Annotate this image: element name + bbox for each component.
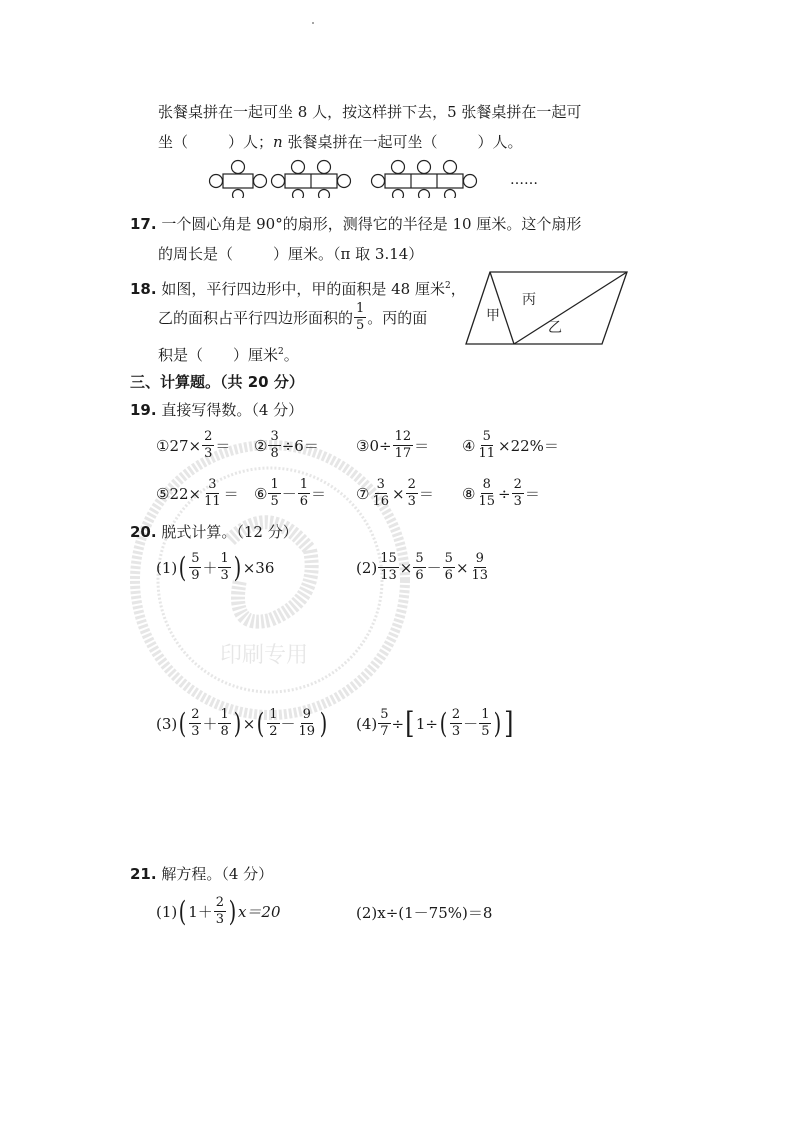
numerator: 9	[475, 551, 484, 566]
fraction	[413, 552, 425, 583]
denominator: 16	[372, 494, 389, 509]
denominator: 5	[356, 318, 365, 333]
denominator: 3	[220, 568, 229, 583]
expr-text: ＝	[223, 485, 239, 503]
q18-sup: 2	[278, 347, 284, 357]
numerator: 3	[270, 429, 279, 444]
label-jia: 甲	[486, 308, 500, 324]
fraction	[298, 478, 310, 509]
q16-var-n: n	[273, 133, 283, 151]
fraction	[268, 430, 280, 461]
fraction	[479, 708, 491, 739]
q21-number: 21.	[130, 865, 157, 883]
q18-line2	[158, 302, 427, 333]
q18-sup: 2	[444, 281, 451, 291]
section-3-title: 三、计算题。（共 20 分）	[130, 373, 304, 391]
numerator: 9	[302, 707, 311, 722]
denominator: 6	[299, 494, 309, 509]
q19-header	[130, 400, 303, 420]
q16-text: ）人；	[228, 133, 274, 151]
q19-item-1	[156, 430, 230, 461]
problem-label: (1)	[156, 558, 178, 577]
denominator: 2	[269, 724, 278, 739]
q19-item-4	[462, 430, 559, 461]
q19-number: 19.	[130, 401, 157, 419]
paren: )	[494, 706, 502, 740]
numerator: 2	[191, 707, 200, 722]
q16-text: 张餐桌拼在一起可坐（	[282, 133, 438, 151]
operator: ＋	[202, 715, 218, 733]
label-yi: 乙	[548, 320, 562, 336]
denominator: 3	[191, 724, 200, 739]
expr-text: 1＋	[188, 903, 213, 921]
operator: ×	[399, 558, 413, 577]
paren: (	[178, 706, 187, 740]
q18-line1	[130, 276, 466, 299]
numerator: 2	[215, 895, 225, 910]
expr-text: x＝20	[237, 903, 281, 921]
denominator: 9	[191, 568, 200, 583]
expr-text: ＝	[215, 437, 231, 455]
expr-text: ⑤22×	[156, 484, 202, 503]
numerator: 5	[191, 551, 200, 566]
paren: (	[256, 706, 265, 740]
operator: －	[463, 715, 479, 733]
numerator: 2	[513, 477, 522, 492]
fraction	[476, 478, 497, 509]
expr-text: ⑧	[462, 484, 476, 503]
operator: －	[426, 559, 442, 577]
q18-text: ，	[450, 280, 466, 298]
operator: －	[280, 715, 296, 733]
speck	[312, 22, 314, 24]
q19-title: 直接写得数。（4 分）	[161, 401, 304, 419]
q19-item-2	[254, 430, 319, 461]
q18-text: 如图，平行四边形中，甲的面积是 48 厘米	[161, 280, 445, 298]
fraction	[202, 430, 214, 461]
numerator: 2	[451, 707, 461, 722]
q19-item-3	[356, 430, 429, 461]
paren: )	[228, 894, 237, 928]
q19-item-7	[356, 478, 434, 509]
numerator: 1	[270, 477, 279, 492]
paren: (	[439, 706, 448, 740]
q16-text: ）人。	[477, 133, 523, 151]
fraction	[512, 478, 524, 509]
q20-title: 脱式计算。（12 分）	[161, 523, 298, 541]
fraction	[297, 708, 318, 739]
expr-text: ＝	[414, 437, 430, 455]
q21-header	[130, 864, 273, 884]
expr-text: 1÷	[415, 714, 438, 733]
numerator: 15	[380, 551, 397, 566]
q17	[130, 214, 581, 234]
expr-text: ÷	[498, 484, 511, 503]
q19-item-8	[462, 478, 540, 509]
denominator: 7	[380, 724, 389, 739]
numerator: 8	[482, 477, 491, 492]
denominator: 5	[270, 494, 279, 509]
numerator: 5	[415, 551, 424, 566]
operator: ×	[242, 714, 256, 733]
q18-text: 乙的面积占平行四边形面积的	[158, 309, 354, 327]
denominator: 19	[298, 724, 316, 739]
problem-label: (2)	[356, 558, 378, 577]
denominator: 3	[407, 494, 416, 509]
paren: (	[178, 894, 187, 928]
problem-label: (3)	[156, 714, 178, 733]
q21-problem-2	[356, 902, 492, 923]
fraction	[354, 302, 366, 333]
fraction	[268, 478, 280, 509]
numerator: 1	[220, 551, 229, 566]
continuation-dots: ……	[510, 172, 538, 188]
fraction	[189, 552, 201, 583]
label-bing: 丙	[522, 292, 536, 308]
q17-text: 的周长是（	[158, 245, 234, 263]
q18-text: 。丙的面	[367, 309, 428, 327]
q20-number: 20.	[130, 523, 157, 541]
numerator: 2	[204, 429, 213, 444]
numerator: 1	[269, 707, 278, 722]
expr-text: ＝	[524, 485, 540, 503]
expr-text: x÷(1－75%)＝8	[377, 904, 493, 922]
numerator: 3	[376, 477, 385, 492]
operator: ×	[455, 558, 469, 577]
numerator: 5	[380, 707, 389, 722]
denominator: 3	[204, 446, 213, 461]
q18-text: 积是（	[158, 346, 204, 364]
denominator: 8	[220, 724, 229, 739]
fraction	[378, 708, 390, 739]
q20-problem-4	[356, 705, 515, 741]
denominator: 11	[204, 494, 221, 509]
denominator: 6	[415, 568, 424, 583]
paren: (	[178, 550, 187, 584]
fraction	[214, 896, 226, 927]
expr-text: ②	[254, 436, 268, 455]
q19-item-6	[254, 478, 326, 509]
parallelogram-figure	[462, 268, 632, 348]
q18-text: 。	[283, 346, 299, 364]
denominator: 8	[270, 446, 279, 461]
q20-problem-2	[356, 552, 491, 583]
numerator: 12	[394, 429, 412, 444]
expr-text: ×22%＝	[498, 437, 559, 455]
table-pattern-figure	[205, 158, 505, 198]
q20-problem-1	[156, 552, 274, 583]
paren: )	[233, 550, 242, 584]
q20-header	[130, 522, 298, 542]
q17-number: 17.	[130, 215, 157, 233]
q20-problem-3	[156, 708, 329, 739]
fraction	[476, 430, 497, 461]
q21-problem-1	[156, 896, 281, 927]
numerator: 3	[208, 477, 217, 492]
problem-label: (4)	[356, 714, 378, 733]
numerator: 2	[407, 477, 416, 492]
denominator: 6	[444, 568, 453, 583]
expr-text: ＝	[418, 485, 434, 503]
q17-line1: 一个圆心角是 90°的扇形，测得它的半径是 10 厘米。这个扇形	[161, 215, 582, 233]
q17-text: ）厘米。（π 取 3.14）	[273, 245, 424, 263]
q18-line3	[158, 342, 299, 365]
expr-text: ⑥	[254, 484, 268, 503]
bracket: ]	[504, 705, 514, 741]
q18-number: 18.	[130, 280, 157, 298]
expr-text: ③0÷	[356, 436, 392, 455]
q16-text: 坐（	[158, 133, 189, 151]
expr-text: ⑦	[356, 484, 370, 503]
fraction	[443, 552, 455, 583]
fraction	[218, 552, 230, 583]
bracket: [	[405, 705, 415, 741]
denominator: 3	[215, 912, 225, 927]
numerator: 1	[299, 477, 309, 492]
expr-text: ＝	[311, 485, 327, 503]
numerator: 5	[444, 551, 453, 566]
expr-text: ④	[462, 436, 476, 455]
fraction	[189, 708, 201, 739]
expr-text: ÷6＝	[281, 437, 319, 455]
fraction	[218, 708, 230, 739]
operator: ＋	[202, 559, 218, 577]
expr-text: －	[281, 485, 297, 503]
q16-line2	[158, 132, 523, 152]
paren: )	[319, 706, 328, 740]
stamp-text: 印刷专用	[220, 643, 309, 668]
denominator: 11	[478, 446, 495, 461]
paren: )	[233, 706, 242, 740]
q16-line1: 张餐桌拼在一起可坐 8 人，按这样拼下去，5 张餐桌拼在一起可	[158, 103, 582, 121]
fraction	[378, 552, 399, 583]
expr-text: ①27×	[156, 436, 202, 455]
expr-text: ×	[392, 484, 405, 503]
q18-text: ）厘米	[233, 346, 279, 364]
q19-item-5	[156, 478, 239, 509]
numerator: 1	[481, 707, 490, 722]
denominator: 15	[478, 494, 495, 509]
fraction	[267, 708, 279, 739]
problem-label: (1)	[156, 902, 178, 921]
denominator: 3	[513, 494, 522, 509]
expr-text: ×36	[242, 558, 275, 577]
denominator: 5	[481, 724, 490, 739]
denominator: 13	[471, 568, 489, 583]
fraction	[470, 552, 491, 583]
denominator: 3	[451, 724, 461, 739]
q21-title: 解方程。（4 分）	[161, 865, 274, 883]
operator: ÷	[391, 714, 405, 733]
numerator: 1	[356, 301, 365, 316]
fraction	[406, 478, 418, 509]
q17-line2	[158, 244, 423, 264]
numerator: 5	[482, 429, 491, 444]
fraction	[202, 478, 223, 509]
problem-label: (2)	[356, 903, 378, 922]
fraction	[450, 708, 462, 739]
denominator: 17	[394, 446, 412, 461]
denominator: 13	[380, 568, 397, 583]
numerator: 1	[220, 707, 229, 722]
fraction	[370, 478, 391, 509]
fraction	[393, 430, 414, 461]
